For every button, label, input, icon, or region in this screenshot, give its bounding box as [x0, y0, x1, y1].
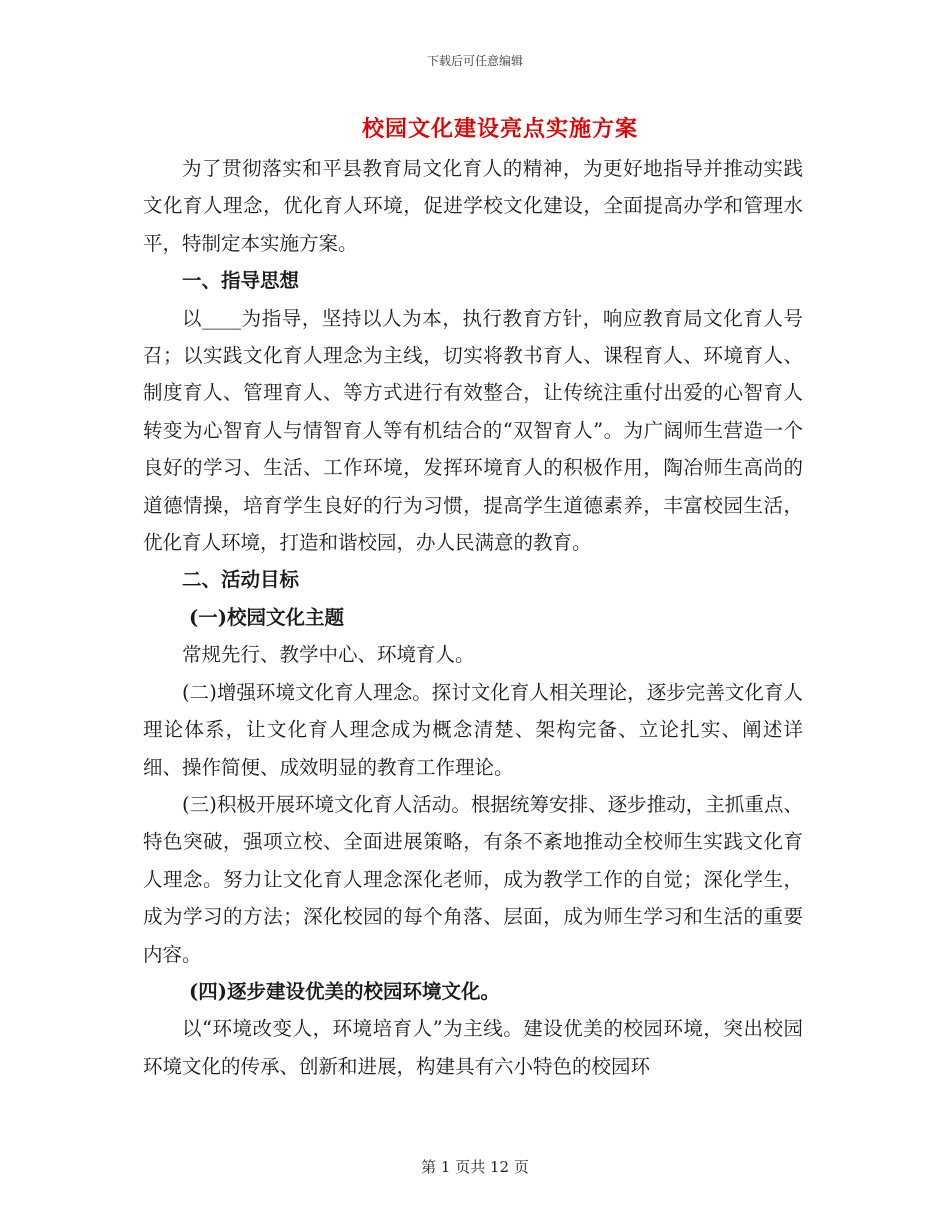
- section-heading-guiding-ideology: 一、指导思想: [182, 269, 300, 293]
- campus-environment-paragraph: 以“环境改变人，环境培育人”为主线。建设优美的校园环境，突出校园环境文化的传承、创新和进展，构建具有六小特色的校园环: [143, 1017, 803, 1078]
- subheading-campus-environment: (四)逐步建设优美的校园环境文化。: [189, 979, 500, 1003]
- goal-two-paragraph: (二)增强环境文化育人理念。探讨文化育人相关理论，逐步完善文化育人理论体系，让文化育人理念成为概念清楚、架构完备、立论扎实、阐述详细、操作简便、成效明显的教育工作理论。: [143, 680, 803, 779]
- section-heading-activity-goals: 二、活动目标: [182, 568, 300, 592]
- campus-culture-theme-paragraph: 常规先行、教学中心、环境育人。: [182, 643, 475, 667]
- guiding-ideology-paragraph: 以____为指导，坚持以人为本，执行教育方针，响应教育局文化育人号召；以实践文化育人理念为主线，切实将教书育人、课程育人、环境育人、制度育人、管理育人、等方式进行有效整合，让传统注重付出爱的心智育人转变为心智育人与情智育人等有机结合的“双智育人”。为广阔师生营造一个良好的学习、生活、工作环境，发挥环境育人的积极作用，陶冶师生高尚的道德情操，培育学生良好的行为习惯，提高学生道德素养，丰富校园生活，优化育人环境，打造和谐校园，办人民满意的教育。: [143, 306, 803, 555]
- intro-paragraph: 为了贯彻落实和平县教育局文化育人的精神，为更好地指导并推动实践文化育人理念，优化育人环境，促进学校文化建设，全面提高办学和管理水平，特制定本实施方案。: [143, 157, 803, 255]
- page-footer: 第 1 页共 12 页: [421, 1158, 529, 1176]
- document-body: [143, 150, 803, 1085]
- document-title: 校园文化建设亮点实施方案: [361, 116, 638, 142]
- goal-three-paragraph: (三)积极开展环境文化育人活动。根据统筹安排、逐步推动，主抓重点、特色突破，强项立校、全面进展策略，有条不紊地推动全校师生实践文化育人理念。努力让文化育人理念深化老师，成为教学工作的自觉；深化学生，成为学习的方法；深化校园的每个角落、层面，成为师生学习和生活的重要内容。: [143, 792, 803, 966]
- subheading-campus-culture-theme: (一)校园文化主题: [189, 605, 344, 629]
- header-note: 下载后可任意编辑: [426, 54, 523, 68]
